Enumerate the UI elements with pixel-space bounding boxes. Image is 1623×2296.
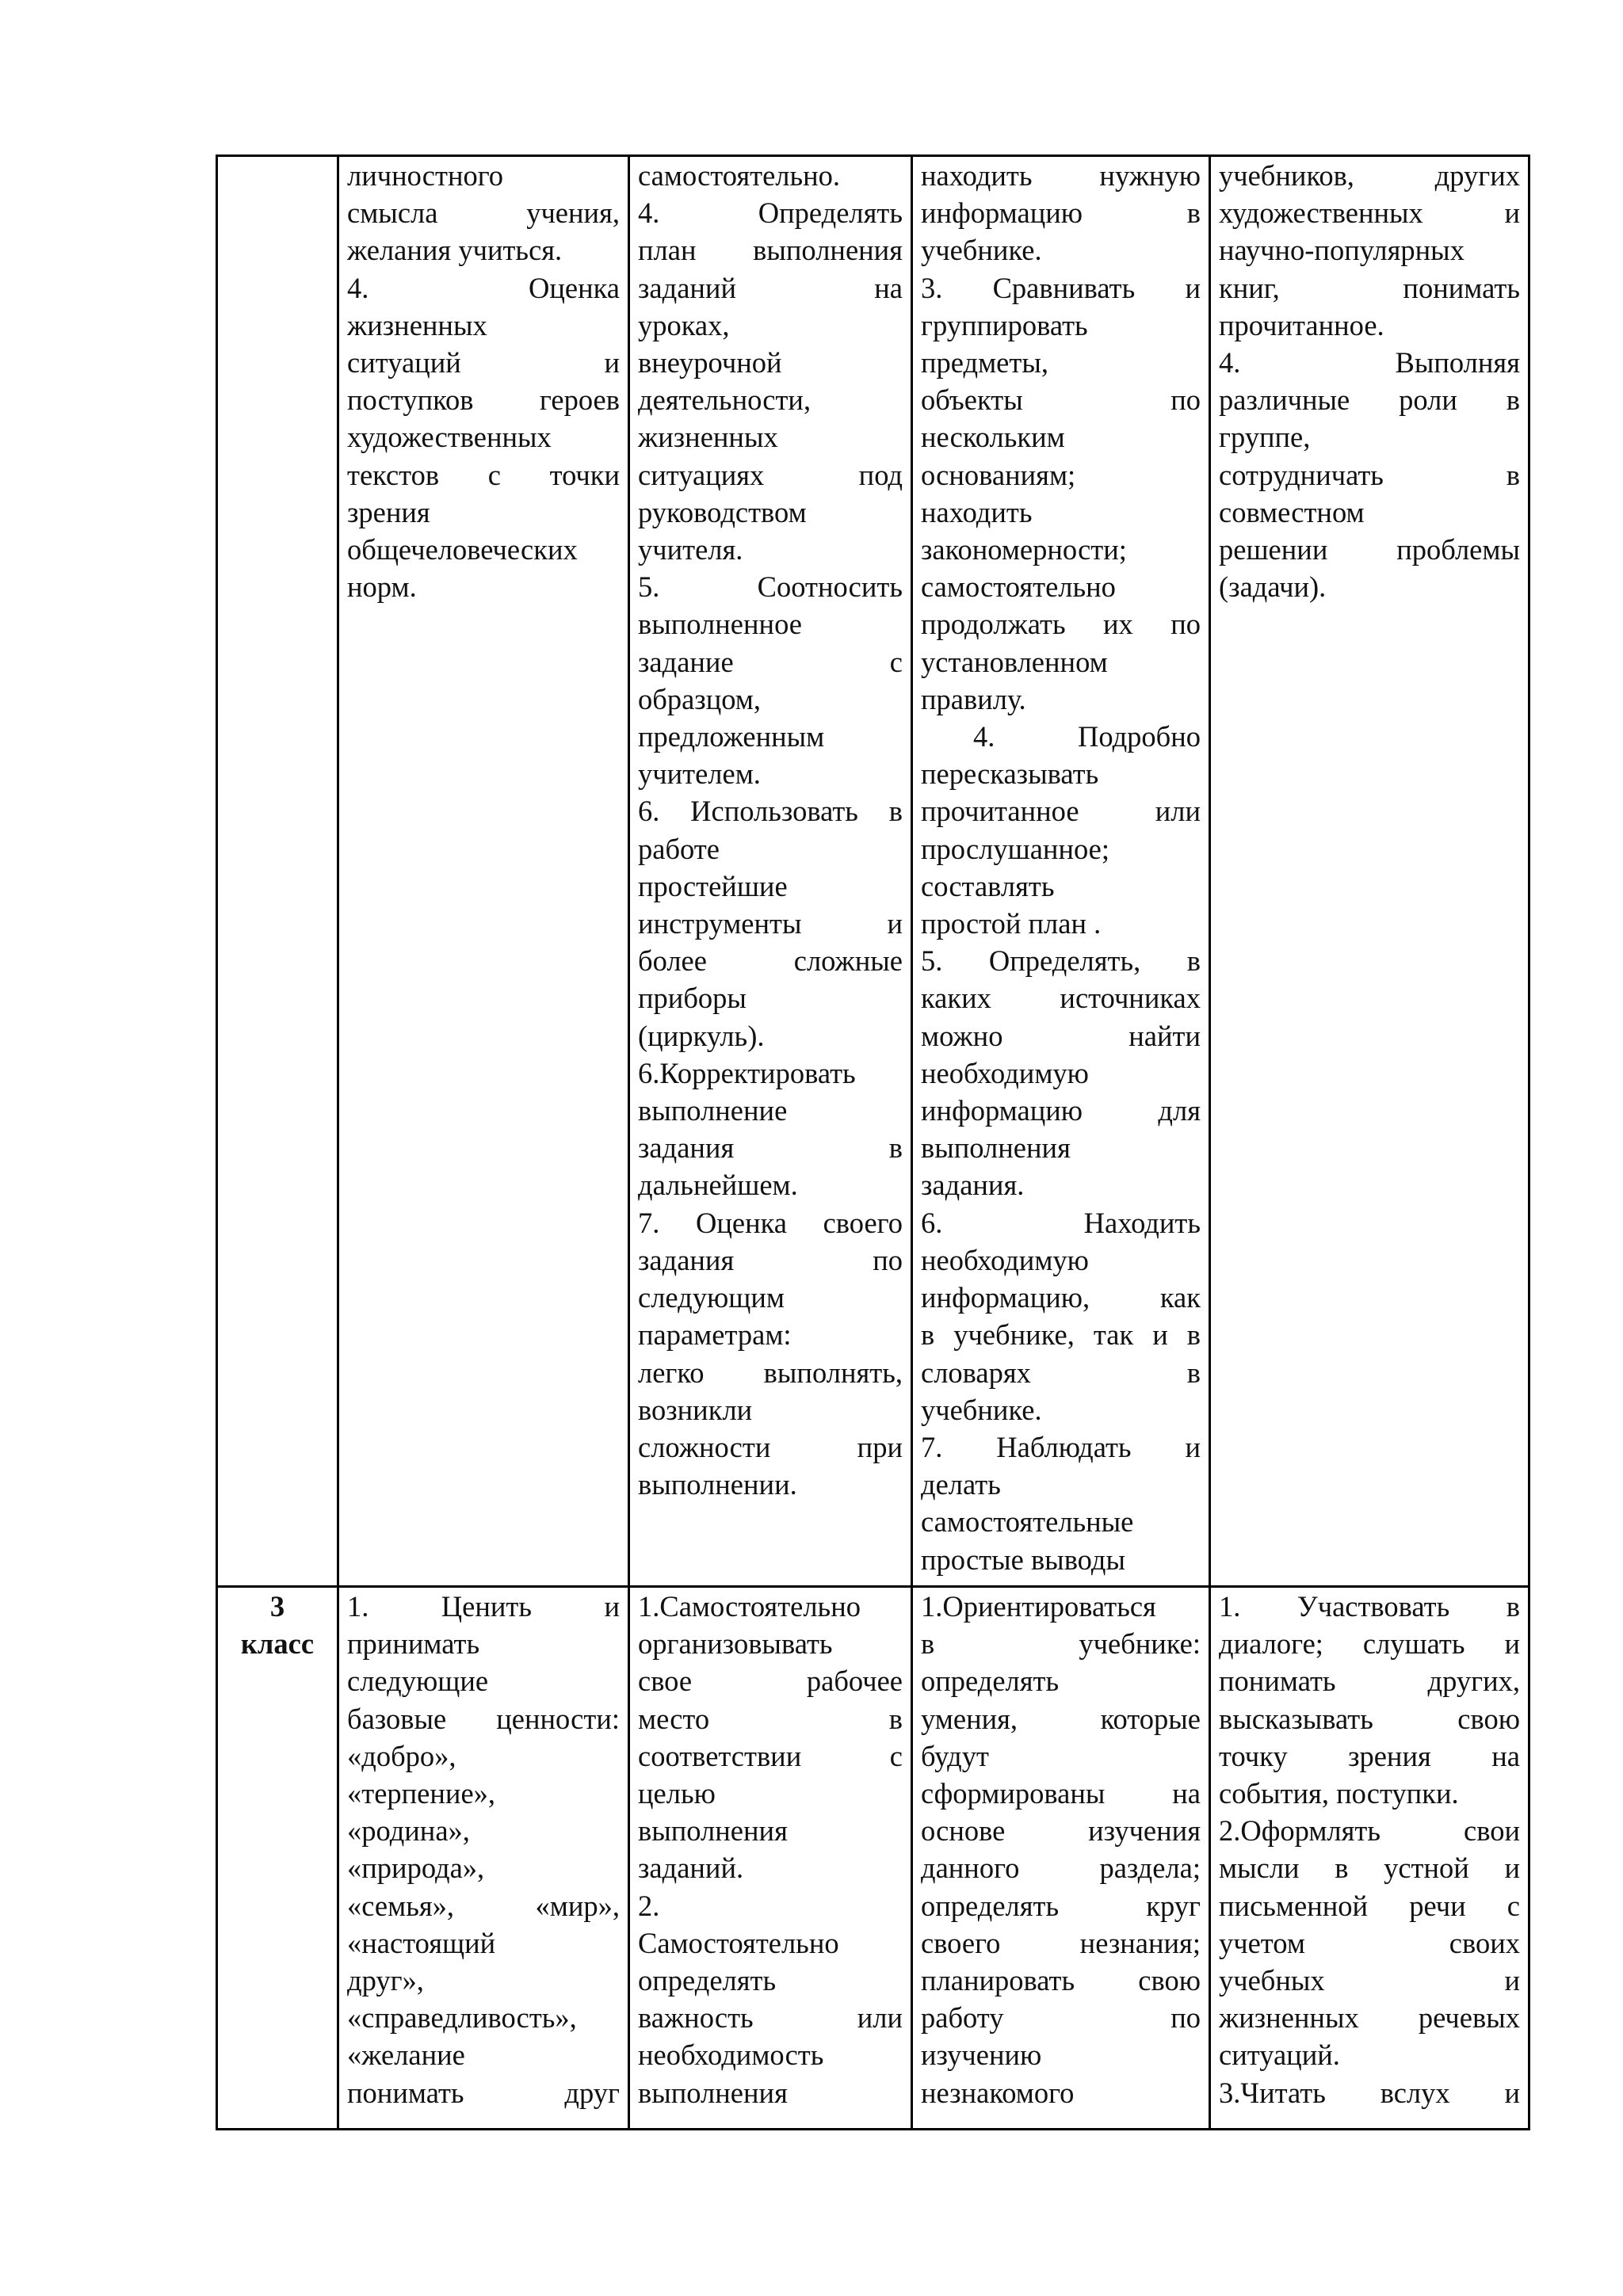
cell-text-line: понимать друг bbox=[347, 2076, 620, 2109]
cell-text-line: 1.Ориентироваться bbox=[921, 1590, 1156, 1623]
cell-text-line: основе изучения bbox=[921, 1814, 1201, 1848]
cell-text-line: учебных и bbox=[1219, 1964, 1520, 1997]
cell-text-line: уроках, bbox=[638, 308, 730, 341]
cell-text-line: план выполнения bbox=[638, 234, 903, 267]
cell-text-line: текстов с точки bbox=[347, 458, 620, 491]
cell-text-line: учителя. bbox=[638, 533, 743, 566]
cell-text-line: более сложные bbox=[638, 944, 903, 978]
cell-text-line: точку зрения на bbox=[1219, 1739, 1520, 1772]
cell-text-line: задания по bbox=[638, 1243, 903, 1276]
cell-text-line: место в bbox=[638, 1702, 903, 1735]
cell-text-line: мысли в устной и bbox=[1219, 1852, 1520, 1885]
cell-text-line: предметы, bbox=[921, 346, 1048, 379]
cognitive-outcomes-cell bbox=[912, 156, 1210, 1587]
cell-text-line: базовые ценности: bbox=[347, 1702, 620, 1735]
cell-text-line: прочитанное. bbox=[1219, 308, 1384, 341]
cell-text-line: определять bbox=[921, 1665, 1060, 1698]
cell-text-line: научно-популярных bbox=[1219, 234, 1465, 267]
cell-text-line: художественных bbox=[347, 421, 552, 454]
cell-text-line: друг», bbox=[347, 1964, 424, 1997]
cell-text-line: различные роли в bbox=[1219, 383, 1520, 417]
cell-text-line: жизненных речевых bbox=[1219, 2001, 1520, 2035]
cell-text-line: 1. Ценить и bbox=[347, 1590, 620, 1623]
cell-text-line: диалоге; слушать и bbox=[1219, 1627, 1520, 1661]
cell-text-line: «родина», bbox=[347, 1814, 470, 1848]
row-label-number: 3 bbox=[269, 1590, 285, 1623]
cell-text-line: планировать свою bbox=[921, 1964, 1201, 1997]
cell-text-line: «семья», «мир», bbox=[347, 1889, 620, 1922]
communicative-outcomes-cell bbox=[1210, 156, 1529, 1587]
cell-text-line: своего незнания; bbox=[921, 1926, 1201, 1959]
cell-text-line: события, поступки. bbox=[1219, 1777, 1459, 1810]
regulatory-outcomes-cell bbox=[629, 1587, 912, 2130]
cell-text-line: объекты по bbox=[921, 383, 1201, 417]
cell-text-line: заданий на bbox=[638, 271, 903, 304]
cell-text-line: 6. Использовать в bbox=[638, 795, 903, 828]
competency-table bbox=[216, 154, 1530, 2130]
cell-text-line: 2.Оформлять свои bbox=[1219, 1814, 1520, 1848]
cell-text-line: необходимую bbox=[921, 1056, 1089, 1089]
cell-text-line: 5. Соотносить bbox=[638, 570, 903, 604]
cell-text-line: следующим bbox=[638, 1281, 785, 1314]
cell-text-line: необходимую bbox=[921, 1243, 1089, 1276]
cell-text-line: учетом своих bbox=[1219, 1926, 1520, 1959]
cell-text-line: принимать bbox=[347, 1627, 480, 1661]
cell-text-line: сотрудничать в bbox=[1219, 458, 1520, 491]
cognitive-outcomes-cell bbox=[912, 1587, 1210, 2130]
cell-text-line: выполнения bbox=[638, 2076, 788, 2109]
cell-text-line: выполнение bbox=[638, 1094, 788, 1127]
cell-text-line: можно найти bbox=[921, 1019, 1201, 1052]
cell-text-line: параметрам: bbox=[638, 1318, 792, 1352]
cell-text-line: норм. bbox=[347, 570, 417, 604]
cell-text-line: правилу. bbox=[921, 682, 1026, 715]
cell-text-line: составлять bbox=[921, 869, 1055, 902]
cell-text-line: делать bbox=[921, 1468, 1001, 1501]
cell-text-line: данного раздела; bbox=[921, 1852, 1201, 1885]
cell-text-line: прочитанное или bbox=[921, 795, 1201, 828]
cell-text-line: основаниям; bbox=[921, 458, 1076, 491]
cell-text-line: личностного bbox=[347, 159, 504, 192]
cell-text-line: пересказывать bbox=[921, 757, 1099, 791]
cell-text-line: задание с bbox=[638, 645, 903, 678]
cell-text-line: незнакомого bbox=[921, 2076, 1075, 2109]
cell-text-line: будут bbox=[921, 1739, 989, 1772]
cell-text-line: решении проблемы bbox=[1219, 533, 1520, 566]
cell-text-line: группировать bbox=[921, 308, 1088, 341]
cell-text-line: (циркуль). bbox=[638, 1019, 765, 1052]
cell-text-line: 4. Выполняя bbox=[1219, 346, 1520, 379]
cell-text-line: в учебнике: bbox=[921, 1627, 1201, 1661]
cell-text-line: сложности при bbox=[638, 1430, 903, 1463]
cell-text-line: 1. Участвовать в bbox=[1219, 1590, 1520, 1623]
cell-text-line: художественных и bbox=[1219, 196, 1520, 230]
cell-text-line: 3.Читать вслух и bbox=[1219, 2076, 1520, 2109]
cell-text-line: учебнике. bbox=[921, 1393, 1042, 1426]
cell-text-line: сформированы на bbox=[921, 1777, 1201, 1810]
cell-text-line: находить нужную bbox=[921, 159, 1201, 192]
cell-text-line: закономерности; bbox=[921, 533, 1127, 566]
cell-text-line: выполненное bbox=[638, 608, 802, 641]
cell-text-line: жизненных bbox=[347, 308, 487, 341]
cell-text-line: деятельности, bbox=[638, 383, 812, 417]
cell-text-line: «терпение», bbox=[347, 1777, 496, 1810]
cell-text-line: простые выводы bbox=[921, 1543, 1125, 1576]
cell-text-line: возникли bbox=[638, 1393, 753, 1426]
cell-text-line: инструменты и bbox=[638, 907, 903, 940]
cell-text-line: 1.Самостоятельно bbox=[638, 1590, 861, 1623]
cell-text-line: каких источниках bbox=[921, 982, 1201, 1015]
cell-text-line: выполнении. bbox=[638, 1468, 797, 1501]
row-label-text: класс bbox=[240, 1627, 315, 1661]
cell-text-line: умения, которые bbox=[921, 1702, 1201, 1735]
cell-text-line: 5. Определять, в bbox=[921, 944, 1201, 978]
cell-text-line: совместном bbox=[1219, 495, 1365, 528]
cell-text-line: ситуаций. bbox=[1219, 2039, 1340, 2072]
cell-text-line: понимать других, bbox=[1219, 1665, 1520, 1698]
cell-text-line: соответствии с bbox=[638, 1739, 903, 1772]
cell-text-line: ситуациях под bbox=[638, 458, 903, 491]
cell-text-line: изучению bbox=[921, 2039, 1042, 2072]
cell-text-line: желания учиться. bbox=[347, 234, 563, 267]
cell-text-line: 2. bbox=[638, 1889, 660, 1922]
cell-text-line: целью bbox=[638, 1777, 716, 1810]
cell-text-line: 6.Корректировать bbox=[638, 1056, 856, 1089]
cell-text-line: ситуаций и bbox=[347, 346, 620, 379]
cell-text-line: в учебнике, так и в bbox=[921, 1318, 1201, 1352]
cell-text-line: прослушанное; bbox=[921, 832, 1110, 865]
cell-text-line: группе, bbox=[1219, 421, 1311, 454]
cell-text-line: книг, понимать bbox=[1219, 271, 1520, 304]
cell-text-line: необходимость bbox=[638, 2039, 824, 2072]
cell-text-line: жизненных bbox=[638, 421, 778, 454]
cell-text-line: свое рабочее bbox=[638, 1665, 903, 1698]
personal-outcomes-cell bbox=[338, 1587, 629, 2130]
cell-text-line: 3. Сравнивать и bbox=[921, 271, 1201, 304]
cell-text-line: учителем. bbox=[638, 757, 761, 791]
cell-text-line: определять bbox=[638, 1964, 777, 1997]
cell-text-line: работе bbox=[638, 832, 720, 865]
cell-text-line: следующие bbox=[347, 1665, 489, 1698]
cell-text-line: работу по bbox=[921, 2001, 1201, 2035]
cell-text-line: зрения bbox=[347, 495, 430, 528]
cell-text-line: (задачи). bbox=[1219, 570, 1327, 604]
cell-text-line: 6. Находить bbox=[921, 1206, 1201, 1239]
cell-text-line: «справедливость», bbox=[347, 2001, 577, 2035]
cell-text-line: высказывать свою bbox=[1219, 1702, 1520, 1735]
cell-text-line: продолжать их по bbox=[921, 608, 1201, 641]
cell-text-line: руководством bbox=[638, 495, 807, 528]
cell-text-line: приборы bbox=[638, 982, 747, 1015]
cell-text-line: предложенным bbox=[638, 720, 825, 753]
cell-text-line: образцом, bbox=[638, 682, 762, 715]
cell-text-line: выполнения bbox=[921, 1131, 1071, 1165]
cell-text-line: внеурочной bbox=[638, 346, 782, 379]
cell-text-line: важность или bbox=[638, 2001, 903, 2035]
cell-text-line: поступков героев bbox=[347, 383, 620, 417]
cell-text-line: общечеловеческих bbox=[347, 533, 578, 566]
cell-text-line: учебников, других bbox=[1219, 159, 1520, 192]
cell-text-line: Самостоятельно bbox=[638, 1926, 839, 1959]
cell-text-line: «добро», bbox=[347, 1739, 456, 1772]
cell-text-line: самостоятельно. bbox=[638, 159, 841, 192]
cell-text-line: задания. bbox=[921, 1169, 1025, 1202]
cell-text-line: установленном bbox=[921, 645, 1108, 678]
cell-text-line: находить bbox=[921, 495, 1033, 528]
cell-text-line: «желание bbox=[347, 2039, 465, 2072]
cell-text-line: информацию, как bbox=[921, 1281, 1201, 1314]
cell-text-line: определять круг bbox=[921, 1889, 1201, 1922]
cell-text-line: легко выполнять, bbox=[638, 1356, 903, 1389]
cell-text-line: «настоящий bbox=[347, 1926, 496, 1959]
cell-text-line: 7. Наблюдать и bbox=[921, 1430, 1201, 1463]
communicative-outcomes-cell bbox=[1210, 1587, 1529, 2130]
row-label-cell bbox=[217, 156, 338, 1587]
cell-text-line: самостоятельные bbox=[921, 1505, 1134, 1539]
cell-text-line: задания в bbox=[638, 1131, 903, 1165]
cell-text-line: 7. Оценка своего bbox=[638, 1206, 903, 1239]
cell-text-line: учебнике. bbox=[921, 234, 1042, 267]
table-row bbox=[217, 1587, 1529, 2130]
regulatory-outcomes-cell bbox=[629, 156, 912, 1587]
cell-text-line: 4. Подробно bbox=[973, 720, 1201, 753]
cell-text-line: самостоятельно bbox=[921, 570, 1116, 604]
table-row bbox=[217, 156, 1529, 1587]
cell-text-line: информацию в bbox=[921, 196, 1201, 230]
cell-text-line: заданий. bbox=[638, 1852, 744, 1885]
cell-text-line: словарях в bbox=[921, 1356, 1201, 1389]
cell-text-line: организовывать bbox=[638, 1627, 833, 1661]
cell-text-line: простой план . bbox=[921, 907, 1102, 940]
personal-outcomes-cell bbox=[338, 156, 629, 1587]
cell-text-line: простейшие bbox=[638, 869, 788, 902]
cell-text-line: 4. Оценка bbox=[347, 271, 620, 304]
cell-text-line: «природа», bbox=[347, 1852, 485, 1885]
cell-text-line: выполнения bbox=[638, 1814, 788, 1848]
cell-text-line: смысла учения, bbox=[347, 196, 620, 230]
table-body bbox=[217, 156, 1529, 2130]
row-label-cell bbox=[217, 1587, 338, 2130]
cell-text-line: письменной речи с bbox=[1219, 1889, 1520, 1922]
cell-text-line: дальнейшем. bbox=[638, 1169, 798, 1202]
cell-text-line: 4. Определять bbox=[638, 196, 903, 230]
cell-text-line: нескольким bbox=[921, 421, 1065, 454]
cell-text-line: информацию для bbox=[921, 1094, 1201, 1127]
